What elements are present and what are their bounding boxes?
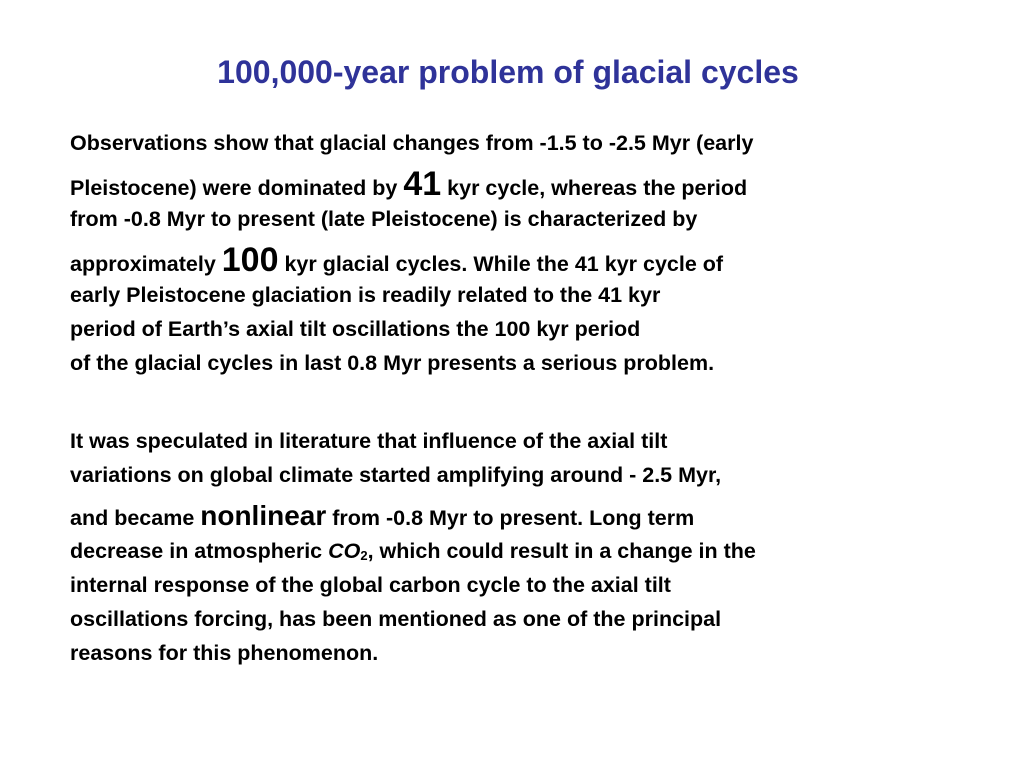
text-segment: kyr glacial cycles. While the 41 kyr cycle of <box>278 252 724 276</box>
text-line: early Pleistocene glaciation is readily related to the 41 kyr <box>70 283 661 307</box>
text-segment: , which could result in a change in the <box>367 539 756 563</box>
text-line <box>70 160 1000 202</box>
text-segment: decrease in atmospheric <box>70 539 329 563</box>
paragraph-speculation <box>70 424 1000 670</box>
text-line <box>70 492 1000 534</box>
co2-symbol: CO <box>328 539 361 563</box>
emphasis-100: 100 <box>221 241 279 279</box>
co2-formula <box>328 539 367 563</box>
text-segment: kyr cycle, whereas the period <box>441 176 748 200</box>
text-segment: from -0.8 Myr to present. Long term <box>326 506 695 530</box>
text-line: internal response of the global carbon cycle to the axial tilt <box>70 573 671 597</box>
text-line <box>70 236 1000 278</box>
text-line: of the glacial cycles in last 0.8 Myr presents a serious problem. <box>70 351 715 375</box>
slide-title: 100,000-year problem of glacial cycles <box>217 54 799 90</box>
text-line: oscillations forcing, has been mentioned as one of the principal <box>70 607 722 631</box>
paragraph-observations <box>70 126 1000 380</box>
text-line: reasons for this phenomenon. <box>70 641 379 665</box>
emphasis-41: 41 <box>403 165 442 203</box>
text-segment: approximately <box>70 252 222 276</box>
text-segment: Pleistocene) were dominated by <box>70 176 404 200</box>
text-line: variations on global climate started amplifying around - 2.5 Myr, <box>70 463 722 487</box>
text-line: Observations show that glacial changes from -1.5 to -2.5 Myr (early <box>70 131 754 155</box>
text-line: from -0.8 Myr to present (late Pleistocene) is characterized by <box>70 207 698 231</box>
text-line <box>70 534 1000 568</box>
text-segment: and became <box>70 506 201 530</box>
text-line: It was speculated in literature that influence of the axial tilt <box>70 429 668 453</box>
co2-subscript: 2 <box>360 548 368 563</box>
emphasis-nonlinear: nonlinear <box>200 500 327 531</box>
text-line: period of Earth’s axial tilt oscillations the 100 kyr period <box>70 317 641 341</box>
